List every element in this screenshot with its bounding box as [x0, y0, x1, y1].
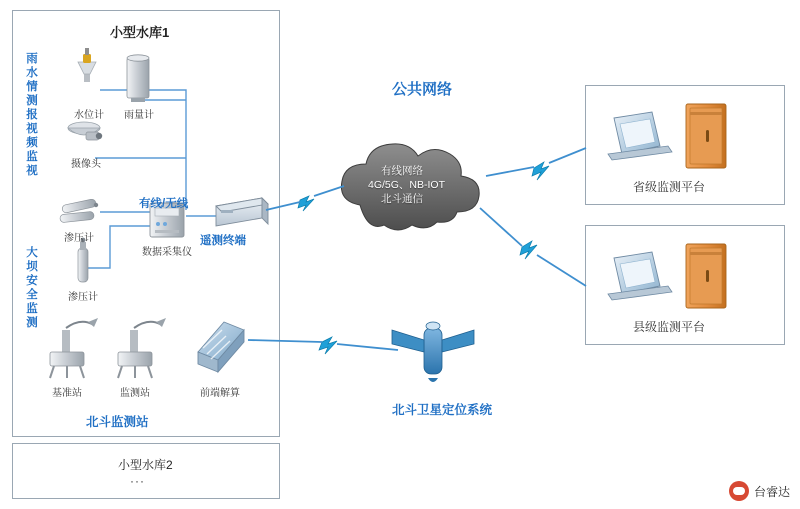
label-seepage-meter-2: 渗压计: [68, 292, 98, 303]
edge-compute-icon: [198, 322, 244, 372]
vertical-label-dam-safety: 大坝安全监测: [26, 247, 38, 329]
watermark-text: 台睿达: [753, 484, 790, 499]
label-rain-gauge: 雨量计: [124, 110, 154, 121]
label-province-platform: 省级监测平台: [633, 180, 706, 194]
bolt-icon-1: [298, 196, 314, 211]
label-beidou-system: 北斗卫星定位系统: [392, 403, 493, 417]
label-water-level-gauge: 水位计: [74, 110, 104, 121]
label-edge-compute: 前端解算: [200, 388, 240, 399]
seepage-meter-icon-2: [78, 238, 88, 282]
base-station-icon: [50, 318, 98, 378]
beidou-satellite-icon: [392, 322, 474, 382]
camera-icon: [68, 122, 102, 140]
watermark: [729, 481, 790, 501]
vertical-label-rain-video: 雨水情测报 视频监视: [26, 53, 38, 177]
cloud-line-1: 有线网络: [381, 165, 423, 177]
seepage-meter-icon-1: [60, 199, 99, 223]
bolt-icon-4: [520, 241, 537, 259]
bolt-icon-3: [532, 162, 549, 180]
province-monitor-icon: [608, 112, 672, 160]
public-network-title: 公共网络: [392, 81, 453, 98]
reservoir-2-title: 小型水库2: [118, 458, 173, 472]
label-seepage-meter-1: 渗压计: [64, 233, 94, 244]
telemetry-terminal-icon: [216, 198, 268, 226]
reservoir-2-ellipsis: ···: [130, 474, 145, 488]
label-camera: 摄像头: [71, 159, 101, 170]
label-base-station: 基准站: [52, 388, 82, 399]
monitor-station-icon: [118, 318, 166, 378]
label-beidou-station: 北斗监测站: [86, 415, 149, 429]
rain-gauge-icon: [127, 55, 149, 102]
county-monitor-icon: [608, 252, 672, 300]
cloud-line-3: 北斗通信: [381, 193, 423, 205]
wechat-icon: [729, 481, 749, 501]
label-county-platform: 县级监测平台: [633, 320, 706, 334]
cloud-line-2: 4G/5G、NB-IOT: [368, 179, 446, 191]
label-monitor-station: 监测站: [120, 388, 150, 399]
county-cabinet-icon: [686, 244, 726, 308]
label-telemetry-terminal: 遥测终端: [200, 235, 246, 247]
province-cabinet-icon: [686, 104, 726, 168]
water-level-gauge-icon: [78, 48, 96, 82]
bolt-icon-2: [319, 337, 337, 354]
label-data-collector: 数据采集仪: [142, 247, 192, 258]
reservoir-1-title: 小型水库1: [110, 25, 170, 40]
label-wired-wireless: 有线/无线: [139, 198, 189, 210]
